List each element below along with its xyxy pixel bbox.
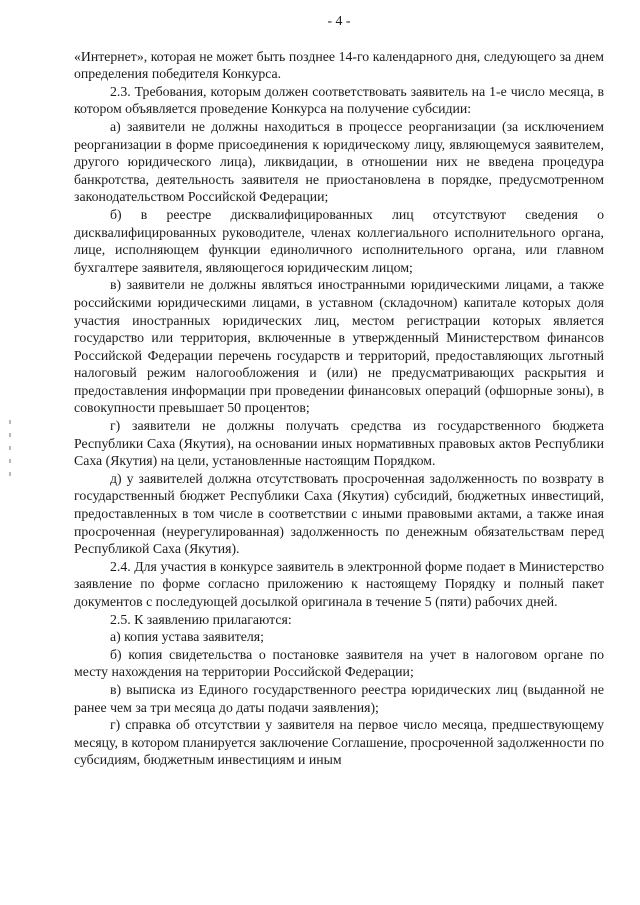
paragraph-2-3: 2.3. Требования, которым должен соответствовать заявитель на 1-е число месяца, в котором объявляется проведение Конкурса на получение субсидии: bbox=[74, 83, 604, 117]
paragraph-2-3-a: а) заявители не должны находиться в процессе реорганизации (за исключением реорганизации в форме присоединения к юридическому лицу, являющемуся заявителем, другого юридического лица), ликвидации, в отношении них не введена процедура банкротства, деятельность заявителя не приостановлена в порядке, предусмотренном законодательством Российской Федерации; bbox=[74, 118, 604, 205]
page-number: - 4 - bbox=[327, 13, 351, 28]
paragraph-2-5-g: г) справка об отсутствии у заявителя на первое число месяца, предшествующему месяцу, в котором планируется заключение Соглашение, просроченной задолженности по субсидиям, бюджетным инвестициям и иным bbox=[74, 717, 604, 768]
paragraph-2-4: 2.4. Для участия в конкурсе заявитель в электронной форме подает в Министерство заявление по форме согласно приложению к настоящему Порядку и полный пакет документов с последующей досылкой оригинала в течение 5 (пяти) рабочих дней. bbox=[74, 558, 604, 609]
paragraph-2-3-v: в) заявители не должны являться иностранными юридическими лицами, а также российскими юридическими лицами, в уставном (складочном) капитале которых доля участия иностранных юридических лиц, местом регистрации которых является государство или территория, включенные в утвержденный Министерством финансов Российской Федерации перечень государств и территорий, предоставляющих льготный налоговый режим налогообложения и (или) не предусматривающих раскрытия и предоставления информации при проведении финансовых операций (офшорные зоны), в совокупности превышает 50 процентов; bbox=[74, 277, 604, 416]
document-page bbox=[74, 12, 604, 769]
paragraph-2-5-a: а) копия устава заявителя; bbox=[110, 629, 264, 645]
paragraph-2-3-d: д) у заявителей должна отсутствовать просроченная задолженность по возврату в государственный бюджет Республики Саха (Якутия) субсидий, бюджетных инвестиций, предоставленных в том числе в соответствии с иными правовыми актами, а также иная просроченная (неурегулированная) задолженность по денежным обязательствам перед Республикой Саха (Якутия). bbox=[74, 470, 604, 557]
paragraph-2-5-v: в) выписка из Единого государственного реестра юридических лиц (выданной не ранее чем за три месяца до даты подачи заявления); bbox=[74, 681, 604, 715]
paragraph-2-5-b: б) копия свидетельства о постановке заявителя на учет в налоговом органе по месту нахождения на территории Российской Федерации; bbox=[74, 646, 604, 680]
paragraph-2-3-g: г) заявители не должны получать средства из государственного бюджета Республики Саха (Якутия), на основании иных нормативных правовых актов Республики Саха (Якутия) на цели, установленные настоящим Порядком. bbox=[74, 418, 604, 469]
paragraph-2-5: 2.5. К заявлению прилагаются: bbox=[110, 611, 292, 627]
paragraph-continuation: «Интернет», которая не может быть позднее 14-го календарного дня, следующего за днем определения победителя Конкурса. bbox=[74, 48, 604, 82]
scan-artifact-marks bbox=[6, 420, 14, 490]
paragraph-2-3-b: б) в реестре дисквалифицированных лиц отсутствуют сведения о дисквалифицированных руководителе, членах коллегиального исполнительного органа, лице, исполняющем функции единоличного исполнительного органа, или главном бухгалтере заявителя, являющегося юридическим лицом; bbox=[74, 206, 604, 275]
